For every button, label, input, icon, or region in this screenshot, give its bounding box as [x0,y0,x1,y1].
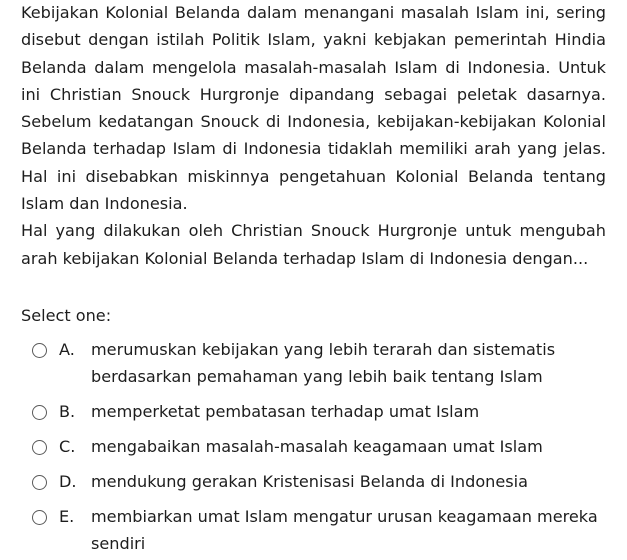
option-text-a[interactable]: merumuskan kebijakan yang lebih terarah dan sistematis berdasarkan pemahaman yang lebih baik tentang Islam [91,339,556,386]
select-one-prompt: Select one: [21,305,112,325]
radio-button-b[interactable] [32,405,47,420]
question-paragraph-context: Kebijakan Kolonial Belanda dalam menangani masalah Islam ini, sering disebut dengan istilah Politik Islam, yakni kebjakan pemerintah Hindia Belanda dalam mengelola masalah-masalah Islam di Indonesia. Untuk ini Christian Snouck Hurgronje dipandang sebagai peletak dasarnya. Sebelum kedatangan Snouck di Indonesia, kebijakan-kebijakan Kolonial Belanda terhadap Islam di Indonesia tidaklah memiliki arah yang jelas. Hal ini disebabkan miskinnya pengetahuan Kolonial Belanda tentang Islam dan Indonesia. [21,3,606,214]
question-paragraph-stem: Hal yang dilakukan oleh Christian Snouck Hurgronje untuk mengubah arah kebijakan Kolonial Belanda terhadap Islam di Indonesia dengan... [21,221,606,268]
answer-option-c[interactable] [21,437,606,460]
option-letter-d: D. [59,471,77,491]
option-text-e[interactable]: membiarkan umat Islam mengatur urusan keagamaan mereka sendiri [91,506,598,553]
question-text [21,0,606,272]
option-letter-e: E. [59,506,75,526]
option-letter-c: C. [59,436,76,456]
radio-button-e[interactable] [32,510,47,525]
radio-button-c[interactable] [32,440,47,455]
option-text-d[interactable]: mendukung gerakan Kristenisasi Belanda di Indonesia [91,471,528,491]
radio-button-a[interactable] [32,343,47,358]
option-text-b[interactable]: memperketat pembatasan terhadap umat Islam [91,401,480,421]
answer-option-d[interactable] [21,472,606,495]
option-text-c[interactable]: mengabaikan masalah-masalah keagamaan umat Islam [91,436,543,456]
answer-option-b[interactable] [21,402,606,425]
option-letter-a: A. [59,339,75,359]
option-letter-b: B. [59,401,76,421]
radio-button-d[interactable] [32,475,47,490]
answer-options [21,340,606,557]
answer-option-e[interactable] [21,507,606,557]
answer-option-a[interactable] [21,340,606,390]
